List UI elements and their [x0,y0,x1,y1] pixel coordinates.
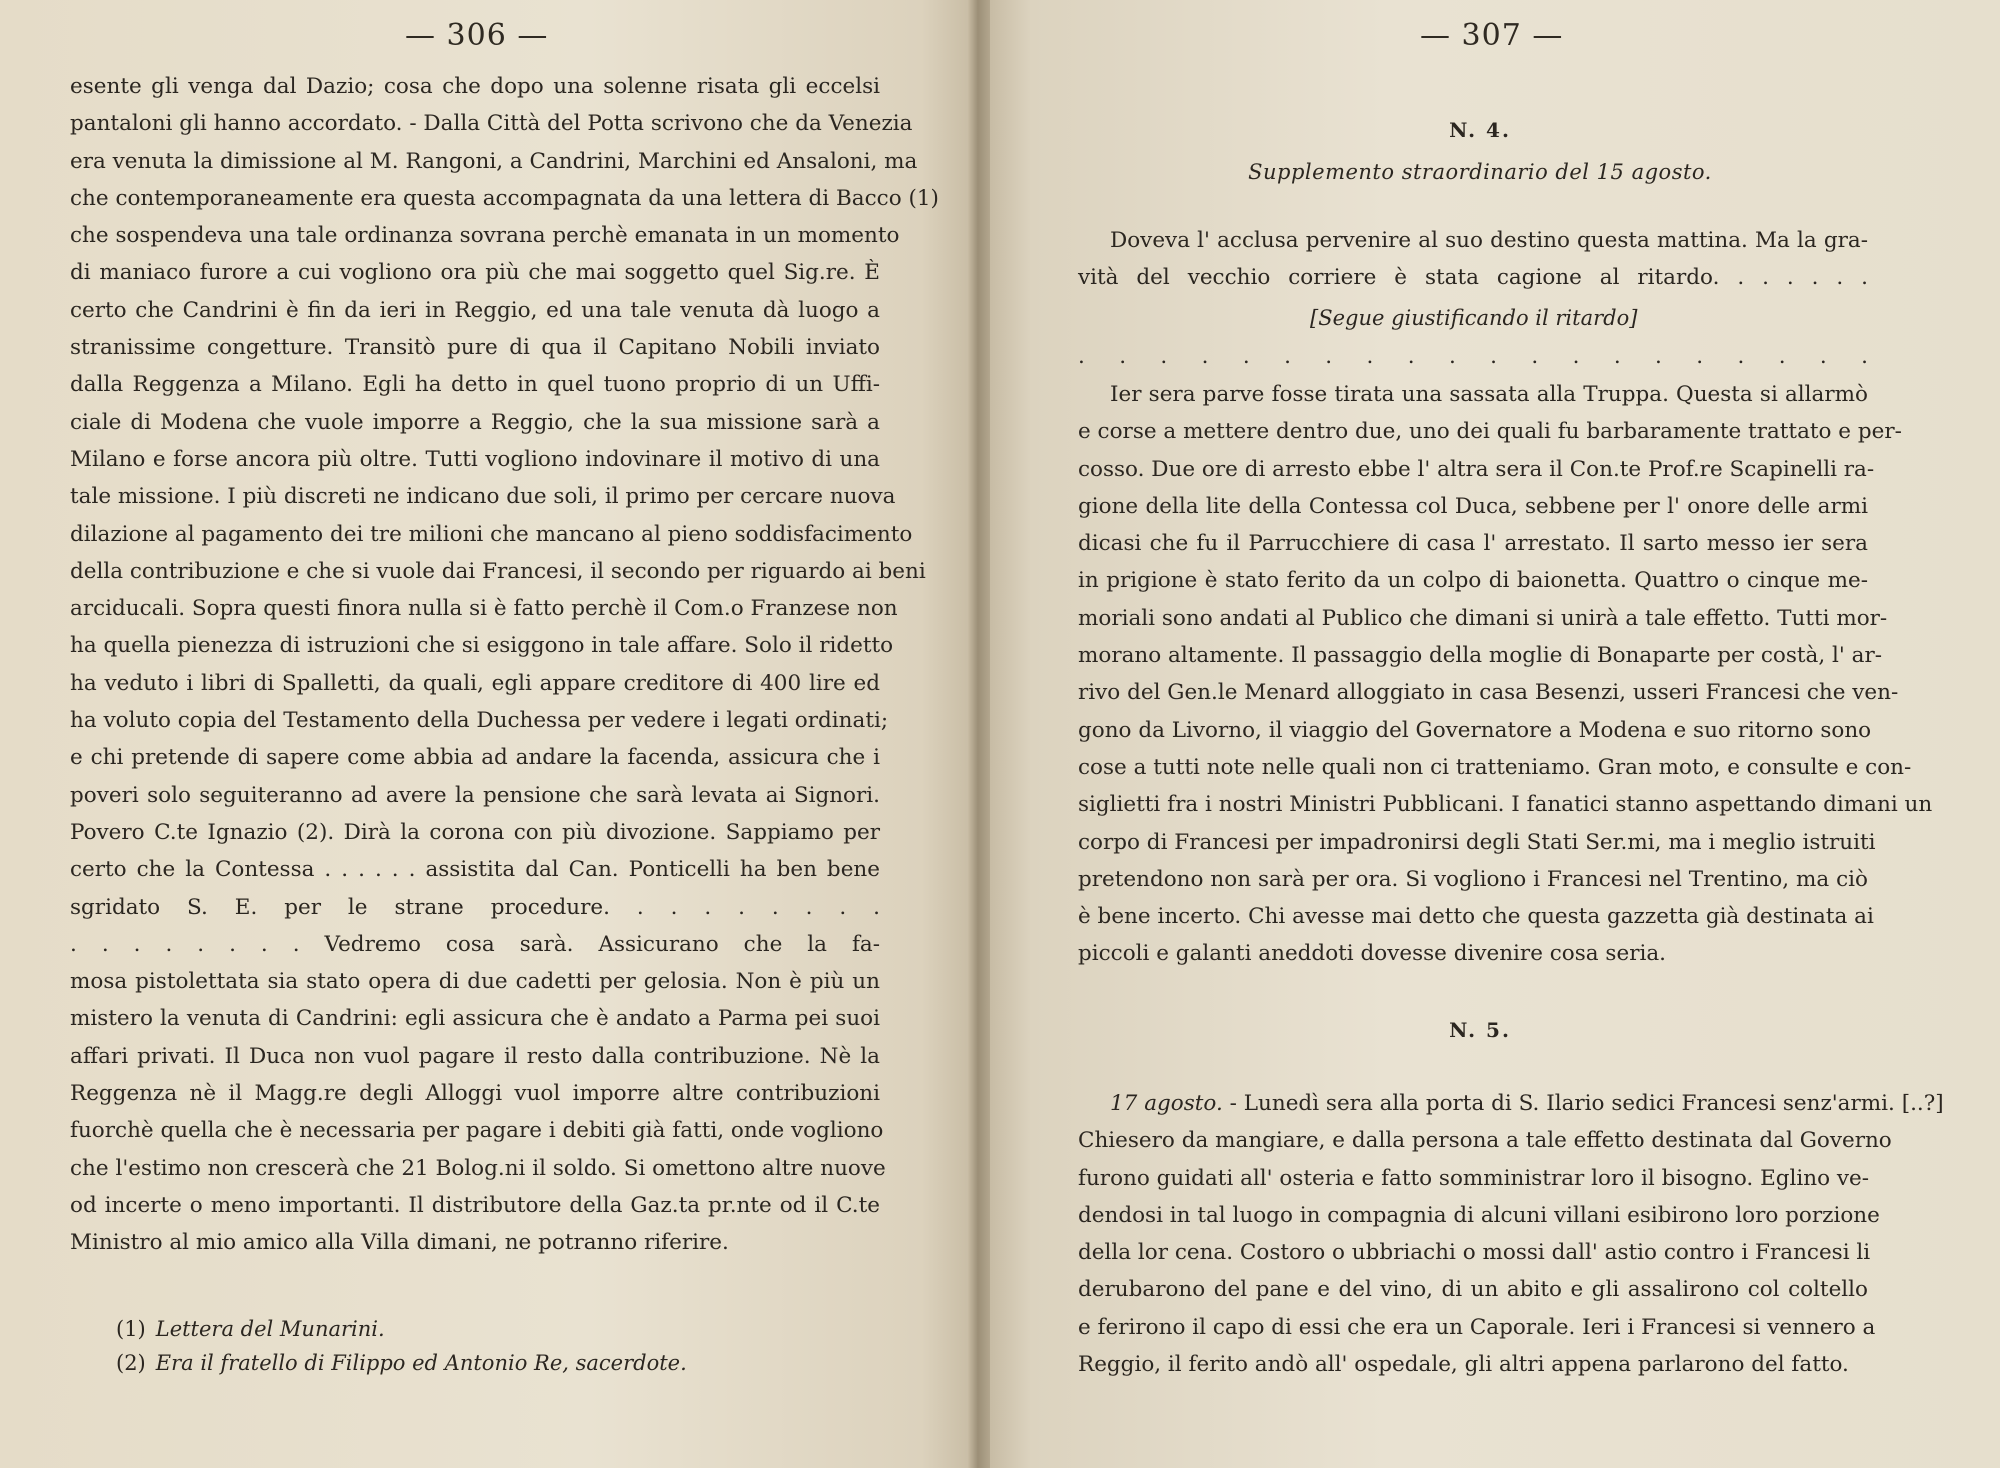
text-line: Doveva l' acclusa pervenire al suo destino questa mattina. Ma la gra- [1110,228,1868,253]
footnote-number: (1) [116,1317,146,1341]
text-line: stranissime congetture. Transitò pure di qua il Capitano Nobili inviato [70,335,880,361]
ellipsis-line: . . . . . . . . . . . . . . . . . . . . [1078,344,1868,369]
text-line: era venuta la dimissione al M. Rangoni, a Candrini, Marchini ed Ansaloni, ma [70,148,918,174]
text-line: tale missione. I più discreti ne indicano due soli, il primo per cercare nuova [70,484,896,510]
text-line: Ministro al mio amico alla Villa dimani, ne potranno riferire. [70,1230,729,1256]
text-line: Reggio, il ferito andò all' ospedale, gli altri appena parlarono del fatto. [1078,1352,1849,1378]
text-line: poveri solo seguiteranno ad avere la pensione che sarà levata ai Signori. [70,782,880,808]
footnote-number: (2) [116,1351,146,1375]
left-page-body [70,68,939,1262]
text-line: derubarono del pane e del vino, di un abito e gli assalirono col coltello [1078,1277,1868,1303]
text-line: Ier sera parve fosse tirata una sassata alla Truppa. Questa si allarmò [1110,382,1868,407]
text-line: Milano e forse ancora più oltre. Tutti vogliono indovinare il motivo di una [70,446,880,472]
text-line: della contribuzione e che si vuole dai Francesi, il secondo per riguardo ai beni [70,558,926,584]
text-line: gione della lite della Contessa col Duca, sebbene per l' onore delle armi [1078,493,1868,519]
text-line: furono guidati all' osteria e fatto somministrar loro il bisogno. Eglino ve- [1078,1165,1870,1191]
text-line: affari privati. Il Duca non vuol pagare il resto dalla contribuzione. Nè la [70,1043,880,1069]
text-line: moriali sono andati al Publico che dimani si unirà a tale effetto. Tutti mor- [1078,605,1888,631]
section2-body [1078,1085,1944,1383]
footnote [116,1312,816,1346]
text-line: in prigione è stato ferito da un colpo di baionetta. Quattro o cinque me- [1078,568,1868,594]
footnote [116,1346,816,1380]
left-page-number: — 306 — [405,18,549,53]
text-line: cosso. Due ore di arresto ebbe l' altra sera il Con.te Prof.re Scapinelli ra- [1078,456,1875,482]
text-line: è bene incerto. Chi avesse mai detto che questa gazzetta già destinata ai [1078,904,1874,930]
text-line: pantaloni gli hanno accordato. - Dalla Città del Potta scrivono che da Venezia [70,111,913,137]
text-line: gono da Livorno, il viaggio del Governatore a Modena e suo ritorno sono [1078,717,1872,743]
text-line: morano altamente. Il passaggio della moglie di Bonaparte per costà, l' ar- [1078,643,1883,669]
entry-date: 17 agosto. [1110,1091,1223,1116]
text-line: siglietti fra i nostri Ministri Pubblicani. I fanatici stanno aspettando dimani un [1078,792,1933,818]
section-subheading: Supplemento straordinario del 15 agosto. [1248,160,1712,184]
entry-first-line: - Lunedì sera alla porta di S. Ilario sedici Francesi senz'armi. [..?] [1229,1091,1944,1116]
text-line: piccoli e galanti aneddoti dovesse divenire cosa seria. [1078,941,1666,967]
right-page [980,0,2000,1468]
right-page-number: — 307 — [1420,18,1564,53]
text-line: rivo del Gen.le Menard alloggiato in casa Besenzi, usseri Francesi che ven- [1078,680,1899,706]
text-line: ciale di Modena che vuole imporre a Reggio, che la sua missione sarà a [70,409,880,435]
text-line: pretendono non sarà per ora. Si vogliono i Francesi nel Trentino, ma ciò [1078,866,1868,892]
text-line: che sospendeva una tale ordinanza sovrana perchè emanata in un momento [70,223,900,249]
text-line: fuorchè quella che è necessaria per pagare i debiti già fatti, onde vogliono [70,1118,884,1144]
text-line: certo che la Contessa . . . . . . assistita dal Can. Ponticelli ha ben bene [70,857,880,883]
text-line: Reggenza nè il Magg.re degli Alloggi vuol imporre altre contribuzioni [70,1081,880,1107]
text-line: che l'estimo non crescerà che 21 Bolog.ni il soldo. Si omettono altre nuove [70,1155,886,1181]
text-line: ha veduto i libri di Spalletti, da quali, egli appare creditore di 400 lire ed [70,670,880,696]
text-line: certo che Candrini è fin da ieri in Reggio, ed una tale venuta dà luogo a [70,297,880,323]
section-heading-n4: N. 4. [1449,118,1511,142]
text-line: sgridato S. E. per le strane procedure. . . . . . . . . [70,894,880,920]
footnote-text: Lettera del Munarini. [155,1317,385,1341]
footnotes [116,1312,816,1380]
text-line: dalla Reggenza a Milano. Egli ha detto in quel tuono proprio di un Uffi- [70,372,880,398]
text-line: di maniaco furore a cui vogliono ora più che mai soggetto quel Sig.re. È [70,260,880,286]
text-line: e corse a mettere dentro due, uno dei quali fu barbaramente trattato e per- [1078,419,1902,445]
section-heading-n5: N. 5. [1449,1018,1511,1042]
section1-body [1078,376,1933,973]
bracket-note: [Segue giustificando il ritardo] [1310,306,1638,330]
text-line: e ferirono il capo di essi che era un Caporale. Ieri i Francesi si vennero a [1078,1314,1876,1340]
text-line: Chiesero da mangiare, e dalla persona a tale effetto destinata dal Governo [1078,1128,1892,1154]
text-line: che contemporaneamente era questa accompagnata da una lettera di Bacco (1) [70,185,939,211]
text-line: ha quella pienezza di istruzioni che si esiggono in tale affare. Solo il ridetto [70,633,894,659]
text-line: dicasi che fu il Parrucchiere di casa l' arrestato. Il sarto messo ier sera [1078,531,1868,557]
text-line: Povero C.te Ignazio (2). Dirà la corona con più divozione. Sappiamo per [70,819,880,845]
text-line: ha voluto copia del Testamento della Duchessa per vedere i legati ordinati; [70,708,889,734]
text-line: mistero la venuta di Candrini: egli assicura che è andato a Parma pei suoi [70,1006,880,1032]
text-line: della lor cena. Costoro o ubbriachi o mossi dall' astio contro i Francesi li [1078,1240,1871,1266]
text-line: vità del vecchio corriere è stata cagione al ritardo. . . . . . . [1078,265,1868,291]
text-line: corpo di Francesi per impadronirsi degli Stati Ser.mi, ma i meglio istruiti [1078,829,1876,855]
book-gutter [968,0,990,1468]
text-line: arciducali. Sopra questi finora nulla si è fatto perchè il Com.o Franzese non [70,596,898,622]
text-line: cose a tutti note nelle quali non ci tratteniamo. Gran moto, e consulte e con- [1078,754,1912,780]
text-line: dilazione al pagamento dei tre milioni che mancano al pieno soddisfacimento [70,521,913,547]
left-page [0,0,980,1468]
text-line: mosa pistolettata sia stato opera di due cadetti per gelosia. Non è più un [70,969,880,995]
text-line: esente gli venga dal Dazio; cosa che dopo una solenne risata gli eccelsi [70,74,880,99]
text-line: dendosi in tal luogo in compagnia di alcuni villani esibirono loro porzione [1078,1202,1880,1228]
text-line: od incerte o meno importanti. Il distributore della Gaz.ta pr.nte od il C.te [70,1192,880,1218]
footnote-text: Era il fratello di Filippo ed Antonio Re, sacerdote. [155,1351,687,1375]
ellipsis-row [1078,338,1868,375]
text-line [1078,1085,1944,1122]
text-line: . . . . . . . . Vedremo cosa sarà. Assicurano che la fa- [70,931,880,957]
text-line: e chi pretende di sapere come abbia ad andare la facenda, assicura che i [70,745,880,771]
intro-paragraph [1078,222,1868,297]
